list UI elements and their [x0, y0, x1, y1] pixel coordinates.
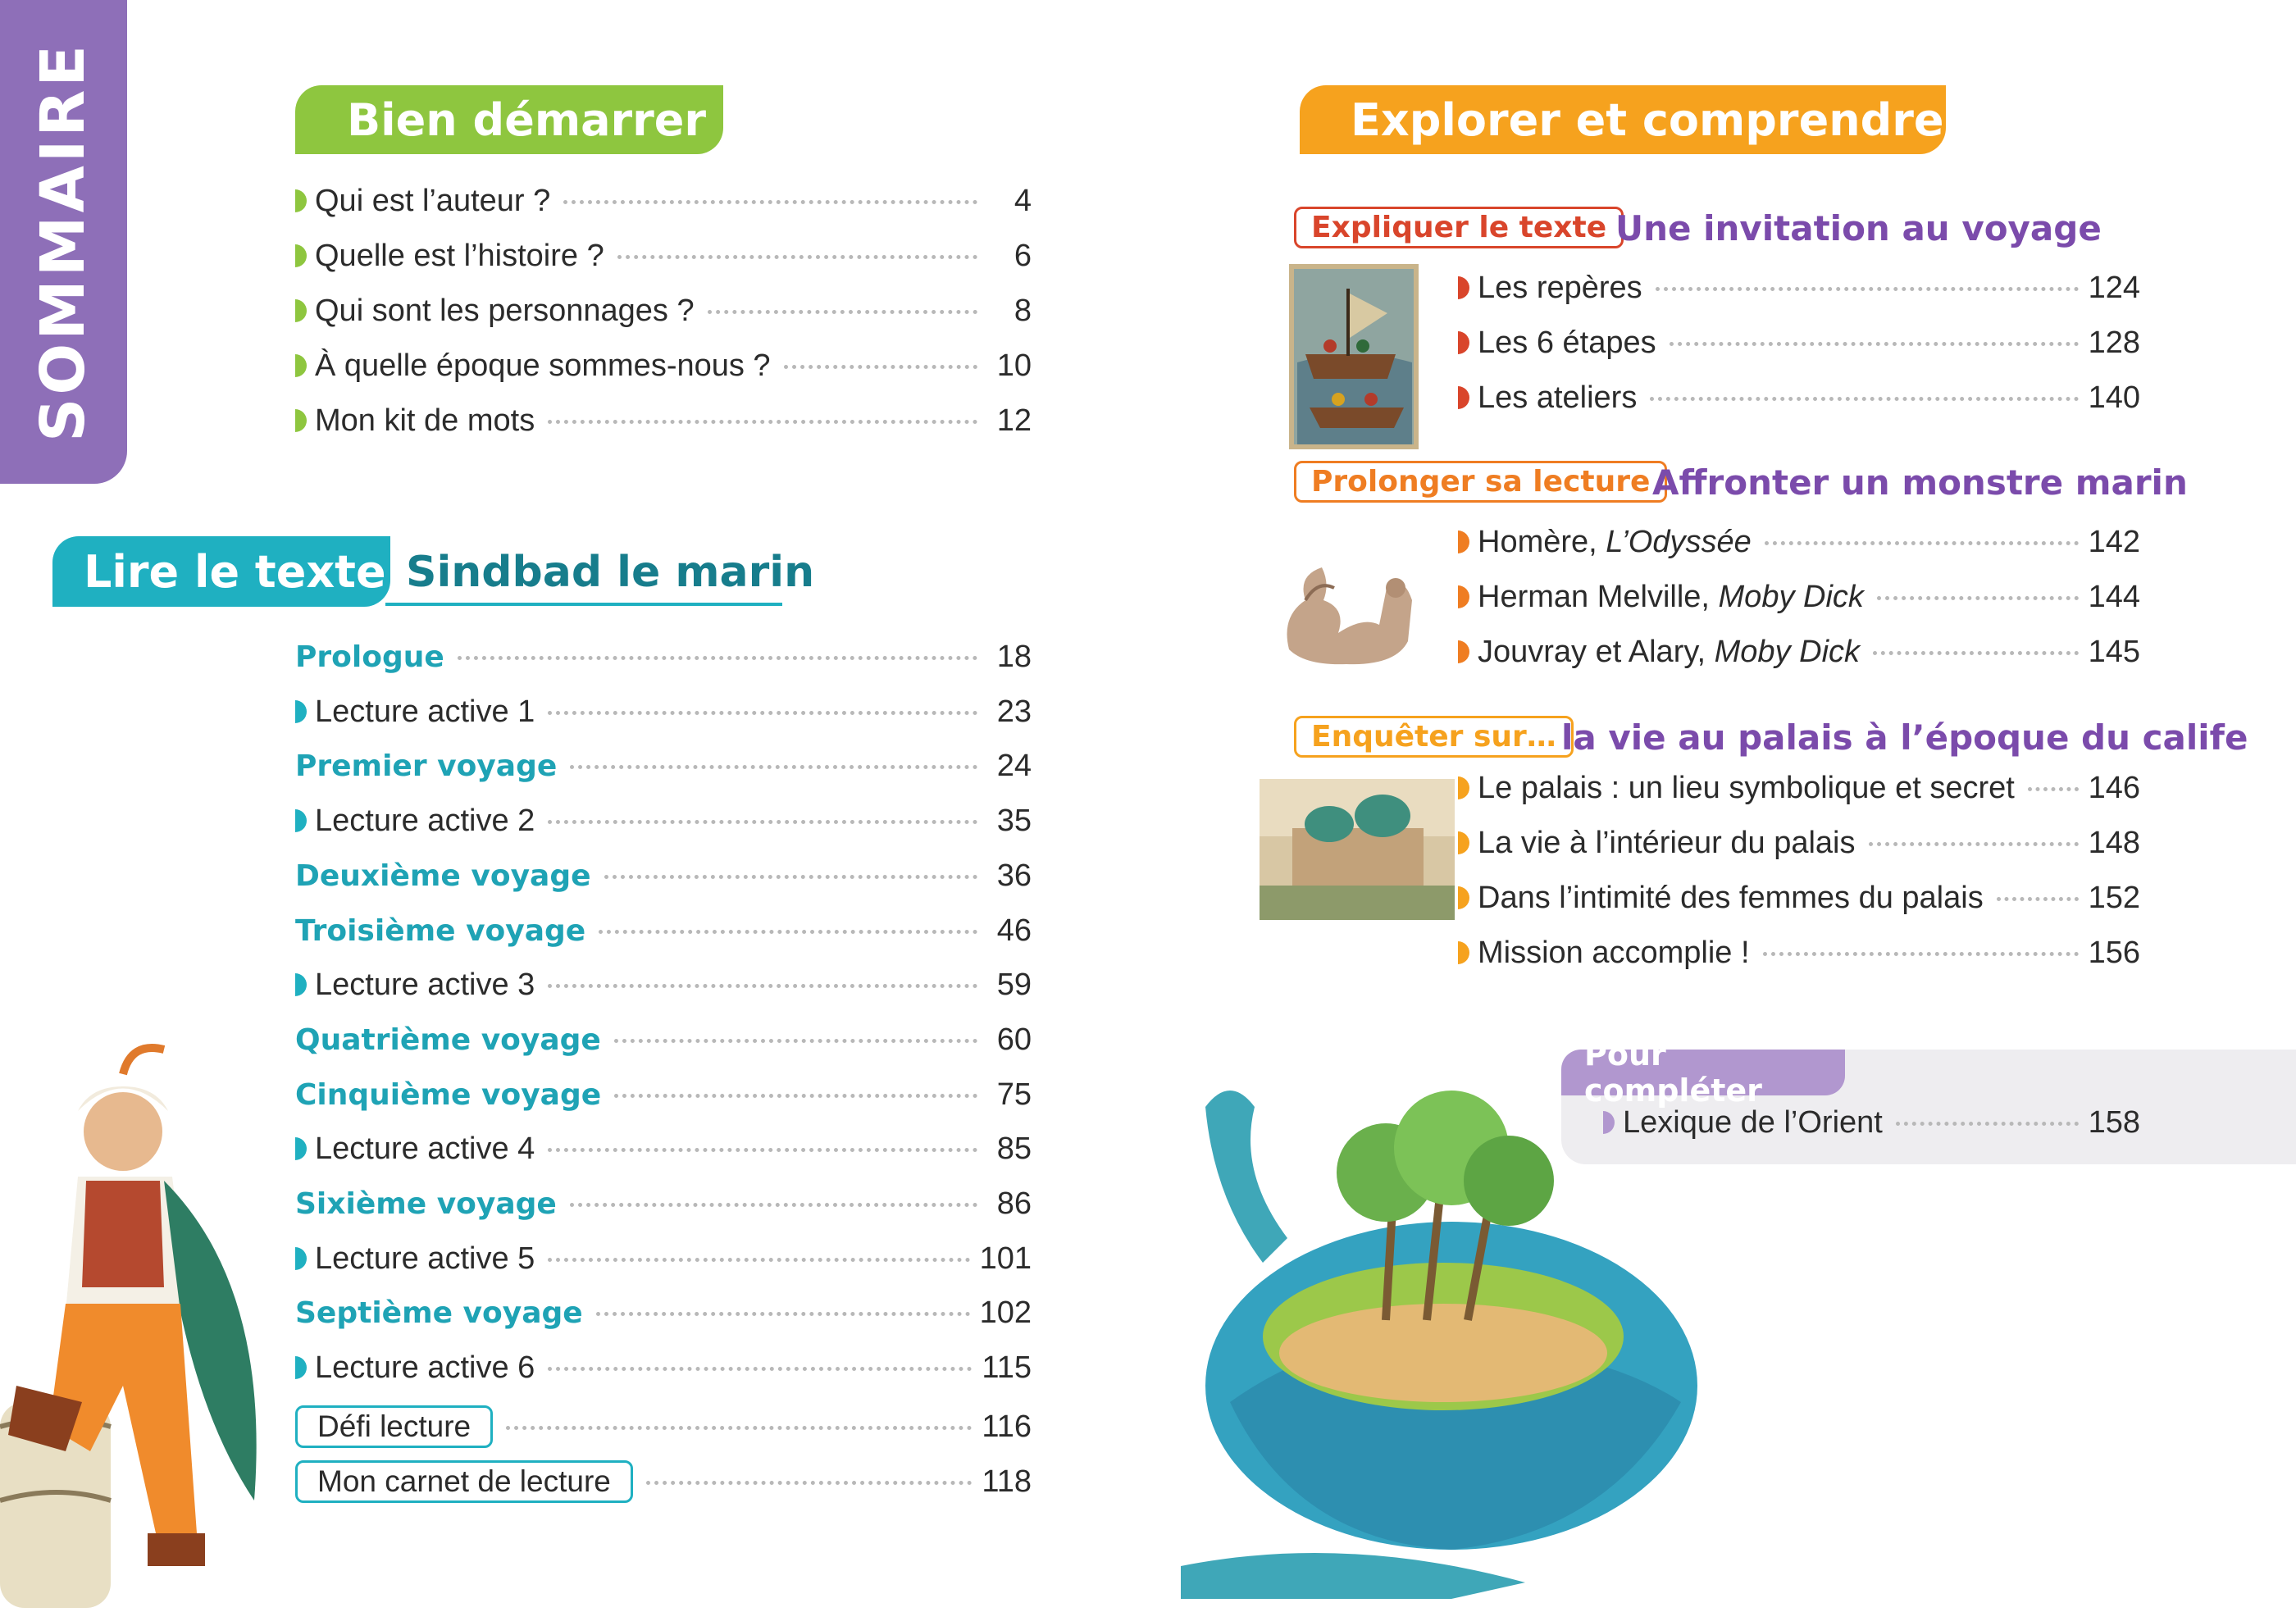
- toc-label: Qui sont les personnages ?: [315, 294, 695, 328]
- toc-label: Lecture active 5: [315, 1241, 535, 1276]
- toc-label: Qui est l’auteur ?: [315, 184, 551, 218]
- toc-label: Herman Melville, Moby Dick: [1478, 580, 1864, 614]
- bullet-icon: [1458, 386, 1469, 409]
- toc-row[interactable]: [295, 694, 1032, 742]
- page-number: 156: [2088, 936, 2140, 970]
- toc-row[interactable]: [295, 1022, 1032, 1070]
- page-number: 23: [996, 694, 1032, 729]
- page-number: 35: [996, 804, 1032, 839]
- page-number: 144: [2088, 580, 2140, 614]
- toc-row[interactable]: [295, 403, 1032, 451]
- toc-label: Le palais : un lieu symbolique et secret: [1478, 771, 2015, 805]
- toc-row[interactable]: [295, 239, 1032, 286]
- leader-dots: [570, 765, 977, 769]
- page-number: 6: [1014, 239, 1032, 273]
- toc-label: Troisième voyage: [295, 913, 586, 948]
- toc-row[interactable]: [295, 968, 1032, 1015]
- page-number: 140: [2088, 380, 2140, 415]
- leader-dots: [1997, 897, 2079, 901]
- leader-dots: [596, 1312, 970, 1316]
- palace-image: [1260, 779, 1455, 920]
- leader-dots: [1896, 1122, 2079, 1126]
- whale-island-illustration: [1181, 1074, 1714, 1599]
- toc-label: Septième voyage: [295, 1296, 583, 1331]
- toc-label: Homère, L’Odyssée: [1478, 525, 1752, 559]
- toc-row[interactable]: [295, 1241, 1032, 1289]
- expliquer-tag: Expliquer le texte: [1294, 207, 1624, 248]
- leader-dots: [2028, 787, 2079, 791]
- lire-le-texte-header: [52, 536, 390, 607]
- bullet-icon: [295, 809, 307, 832]
- bullet-icon: [1458, 331, 1469, 354]
- page-number: 59: [996, 968, 1032, 1003]
- page-number: 10: [996, 348, 1032, 383]
- bullet-icon: [295, 354, 307, 377]
- bullet-icon: [295, 189, 307, 212]
- leader-dots: [458, 656, 977, 660]
- toc-label: Lexique de l’Orient: [1623, 1105, 1883, 1140]
- leader-dots: [548, 1258, 969, 1262]
- bullet-icon: [295, 1356, 307, 1379]
- page-number: 75: [996, 1077, 1032, 1112]
- bullet-icon: [1458, 941, 1469, 964]
- leader-dots: [548, 711, 977, 715]
- toc-label: Jouvray et Alary, Moby Dick: [1478, 635, 1861, 669]
- leader-dots: [599, 930, 977, 934]
- leader-dots: [784, 365, 977, 369]
- toc-row[interactable]: [295, 348, 1032, 396]
- toc-label: Lecture active 4: [315, 1132, 535, 1167]
- toc-label: Premier voyage: [295, 749, 558, 784]
- bullet-icon: [295, 973, 307, 996]
- bullet-icon: [1603, 1111, 1615, 1134]
- page-number: 145: [2088, 635, 2140, 669]
- toc-row[interactable]: [1458, 771, 2140, 818]
- bullet-icon: [295, 299, 307, 322]
- prolonger-tag: Prolonger sa lecture: [1294, 461, 1667, 503]
- miniature-boats-image: [1289, 264, 1419, 449]
- page-number: 142: [2088, 525, 2140, 559]
- page-number: 24: [996, 749, 1032, 784]
- page-number: 36: [996, 858, 1032, 893]
- leader-dots: [1873, 651, 2079, 655]
- page-number: 158: [2088, 1105, 2140, 1140]
- bien-demarrer-header: [295, 85, 723, 154]
- leader-dots: [614, 1039, 977, 1043]
- leader-dots: [614, 1094, 977, 1098]
- page-number: 152: [2088, 881, 2140, 915]
- bullet-icon: [1458, 531, 1469, 553]
- toc-row[interactable]: [1458, 580, 2140, 627]
- lire-le-texte-subtitle: Sindbad le marin: [406, 548, 815, 597]
- toc-row[interactable]: [295, 1186, 1032, 1234]
- page-number: 101: [979, 1241, 1032, 1276]
- toc-row[interactable]: [1458, 635, 2140, 682]
- page-number: 60: [996, 1022, 1032, 1057]
- toc-label: Dans l’intimité des femmes du palais: [1478, 881, 1984, 915]
- lire-le-texte-underline: [385, 603, 782, 606]
- page-number: 12: [996, 403, 1032, 438]
- toc-row[interactable]: [295, 1077, 1032, 1125]
- toc-row[interactable]: [1458, 936, 2140, 983]
- toc-label: Sixième voyage: [295, 1187, 557, 1221]
- page-number: 148: [2088, 826, 2140, 860]
- leader-dots: [548, 984, 977, 988]
- toc-label: Quelle est l’histoire ?: [315, 239, 604, 273]
- leader-dots: [604, 875, 977, 879]
- toc-row[interactable]: [295, 913, 1032, 961]
- page-number: 8: [1014, 294, 1032, 328]
- leader-dots: [570, 1203, 977, 1207]
- leader-dots: [1670, 342, 2079, 346]
- sindbad-illustration: [0, 1041, 283, 1608]
- leader-dots: [1869, 842, 2079, 846]
- toc-row[interactable]: [295, 640, 1032, 687]
- toc-label: Mission accomplie !: [1478, 936, 1750, 970]
- explorer-title: Explorer et comprendre: [1351, 93, 1944, 146]
- leader-dots: [548, 1148, 977, 1152]
- page-number: 118: [982, 1464, 1032, 1499]
- bullet-icon: [1458, 886, 1469, 909]
- leader-dots: [617, 255, 977, 259]
- page-number: 86: [996, 1186, 1032, 1221]
- toc-label: Mon carnet de lecture: [295, 1460, 633, 1503]
- bien-demarrer-title: Bien démarrer: [347, 93, 707, 146]
- page-number: 146: [2088, 771, 2140, 805]
- toc-row[interactable]: [295, 804, 1032, 851]
- toc-row[interactable]: [1458, 271, 2140, 318]
- leader-dots: [1650, 397, 2078, 401]
- sea-monster-relief-image: [1273, 551, 1428, 670]
- toc-row[interactable]: [1458, 326, 2140, 373]
- bullet-icon: [295, 1247, 307, 1270]
- page-number: 116: [982, 1409, 1032, 1444]
- sommaire-tab: [0, 0, 127, 484]
- toc-label: Lecture active 3: [315, 968, 535, 1003]
- enqueter-subtitle: la vie au palais à l’époque du calife: [1561, 717, 2248, 758]
- toc-label: Prologue: [295, 640, 444, 674]
- leader-dots: [548, 820, 977, 824]
- bullet-icon: [295, 409, 307, 432]
- toc-label: Les 6 étapes: [1478, 326, 1656, 360]
- page-number: 4: [1014, 184, 1032, 218]
- bullet-icon: [1458, 276, 1469, 299]
- toc-row[interactable]: [1458, 826, 2140, 873]
- page-number: 46: [996, 913, 1032, 948]
- toc-row[interactable]: [1603, 1105, 2140, 1153]
- bullet-icon: [1458, 585, 1469, 608]
- toc-label: Les ateliers: [1478, 380, 1638, 415]
- leader-dots: [563, 200, 977, 204]
- enqueter-tag: Enquêter sur…: [1294, 716, 1574, 758]
- expliquer-subtitle: Une invitation au voyage: [1615, 208, 2102, 248]
- page-number: 85: [996, 1132, 1032, 1167]
- toc-label: Lecture active 2: [315, 804, 535, 839]
- page-number: 128: [2088, 326, 2140, 360]
- toc-label: À quelle époque sommes-nous ?: [315, 348, 771, 383]
- toc-label: Défi lecture: [295, 1405, 493, 1448]
- leader-dots: [646, 1481, 973, 1485]
- page-number: 102: [979, 1296, 1032, 1331]
- bullet-icon: [295, 244, 307, 267]
- leader-dots: [1765, 541, 2079, 545]
- toc-row[interactable]: [295, 858, 1032, 906]
- leader-dots: [548, 1367, 972, 1371]
- page-number: 115: [982, 1350, 1032, 1386]
- toc-row[interactable]: [295, 1405, 1032, 1453]
- leader-dots: [1763, 952, 2079, 956]
- toc-row[interactable]: [295, 749, 1032, 796]
- toc-row[interactable]: [295, 1350, 1032, 1398]
- leader-dots: [506, 1426, 972, 1430]
- toc-row[interactable]: [1458, 881, 2140, 928]
- leader-dots: [1656, 287, 2079, 291]
- toc-row[interactable]: [295, 1296, 1032, 1343]
- lire-le-texte-title: Lire le texte: [84, 545, 386, 598]
- toc-label: Les repères: [1478, 271, 1642, 305]
- explorer-header: [1300, 85, 1946, 154]
- toc-label: Quatrième voyage: [295, 1022, 601, 1057]
- bullet-icon: [295, 1137, 307, 1160]
- toc-label: Mon kit de mots: [315, 403, 535, 438]
- toc-row[interactable]: [1458, 380, 2140, 428]
- pour-completer-title: Pour compléter: [1584, 1036, 1762, 1109]
- toc-row[interactable]: [295, 294, 1032, 341]
- prolonger-subtitle: Affronter un monstre marin: [1652, 462, 2188, 503]
- bullet-icon: [1458, 640, 1469, 663]
- sommaire-label: SOMMAIRE: [28, 42, 98, 442]
- toc-label: Cinquième voyage: [295, 1077, 602, 1112]
- toc-row[interactable]: [1458, 525, 2140, 572]
- leader-dots: [548, 420, 977, 424]
- toc-row[interactable]: [295, 1132, 1032, 1179]
- toc-row[interactable]: [295, 184, 1032, 231]
- bullet-icon: [1458, 831, 1469, 854]
- toc-label: Lecture active 6: [315, 1350, 535, 1386]
- leader-dots: [1877, 596, 2079, 600]
- toc-label: Deuxième voyage: [295, 858, 591, 893]
- leader-dots: [708, 310, 977, 314]
- toc-label: La vie à l’intérieur du palais: [1478, 826, 1856, 860]
- page-number: 18: [996, 640, 1032, 674]
- toc-label: Lecture active 1: [315, 694, 535, 729]
- bullet-icon: [295, 700, 307, 723]
- bullet-icon: [1458, 776, 1469, 799]
- page-number: 124: [2088, 271, 2140, 305]
- toc-row[interactable]: [295, 1460, 1032, 1508]
